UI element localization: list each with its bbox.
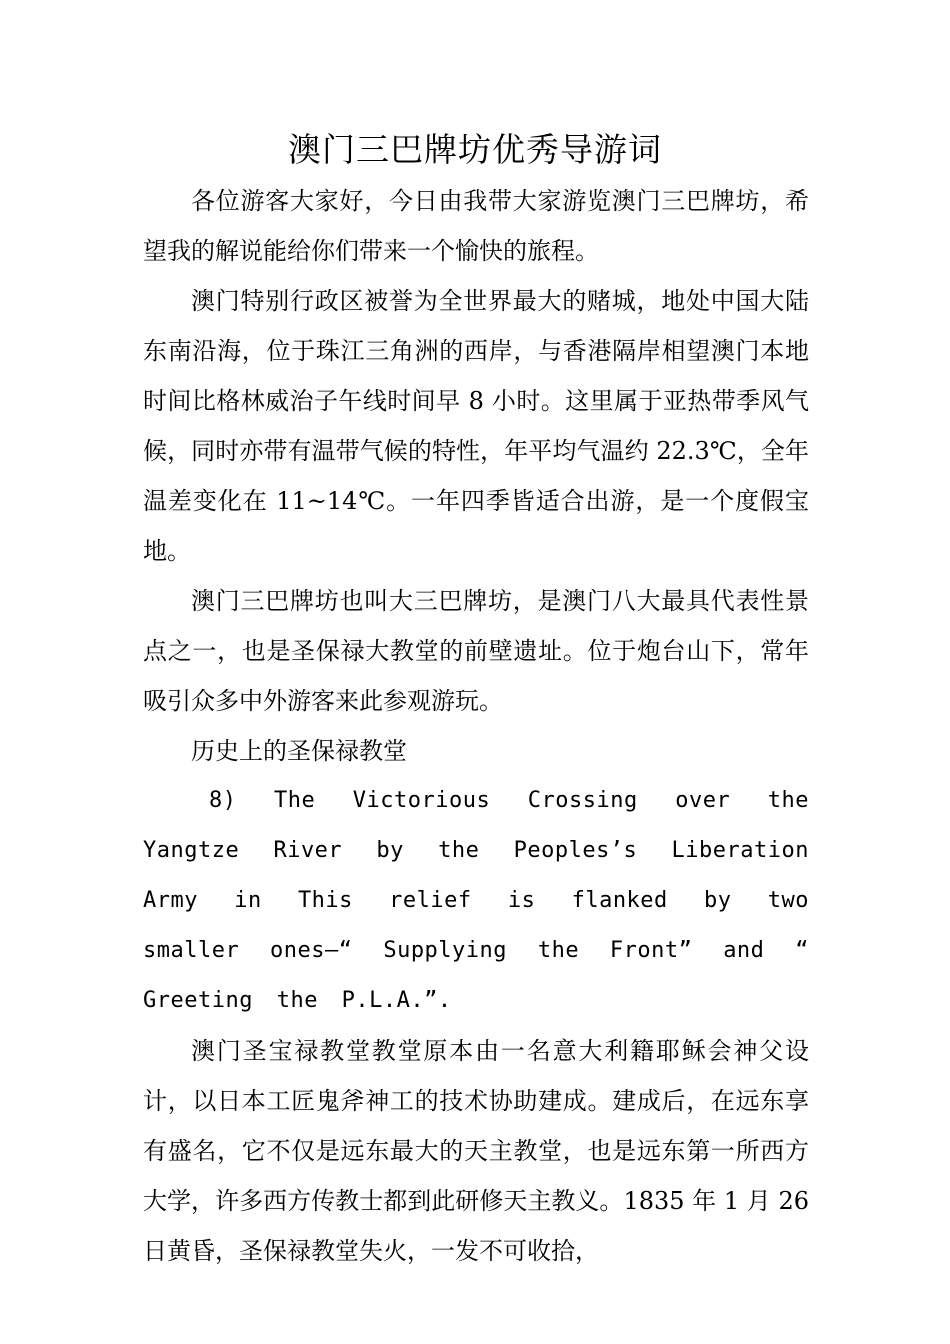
paragraph-greeting: 各位游客大家好，今日由我带大家游览澳门三巴牌坊，希望我的解说能给你们带来一个愉快的旅程。 [143, 187, 809, 265]
document-body [143, 176, 809, 1276]
section-heading: 历史上的圣保禄教堂 [191, 737, 407, 765]
document-title: 澳门三巴牌坊优秀导游词 [288, 130, 662, 169]
paragraph-ruins-intro: 澳门三巴牌坊也叫大三巴牌坊，是澳门八大最具代表性景点之一，也是圣保禄大教堂的前壁遗址。位于炮台山下，常年吸引众多中外游客来此参观游玩。 [143, 587, 809, 715]
paragraph-english: 8) The Victorious Crossing over the Yangtze River by the Peoples’s Liberation Army in This relief is flanked by two smaller ones—“ Supplying the Front” and “ Greeting the P.L.A.”. [143, 788, 809, 1013]
paragraph-church-history: 澳门圣宝禄教堂教堂原本由一名意大利籍耶稣会神父设计，以日本工匠鬼斧神工的技术协助建成。建成后，在远东享有盛名，它不仅是远东最大的天主教堂，也是远东第一所西方大学，许多西方传教士都到此研修天主教义。1835 年 1 月 26 日黄昏，圣保禄教堂失火，一发不可收拾， [143, 1037, 809, 1265]
paragraph-macau-overview: 澳门特别行政区被誉为全世界最大的赌城，地处中国大陆东南沿海，位于珠江三角洲的西岸，与香港隔岸相望澳门本地时间比格林威治子午线时间早 8 小时。这里属于亚热带季风气候，同时亦带有温带气候的特性，年平均气温约 22.3℃，全年温差变化在 11~14℃。一年四季皆适合出游，是一个度假宝地。 [143, 287, 809, 565]
